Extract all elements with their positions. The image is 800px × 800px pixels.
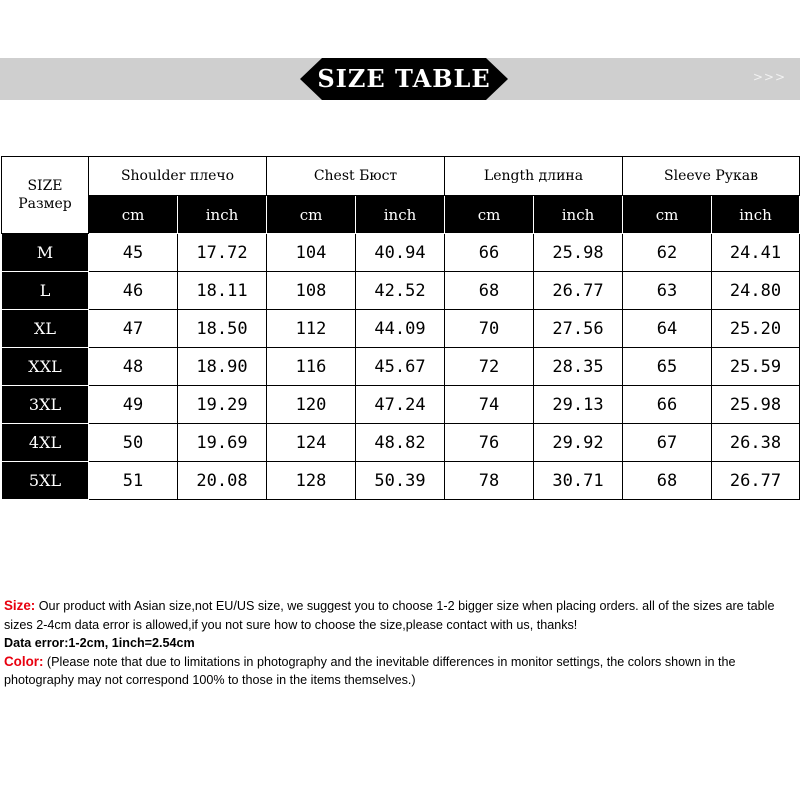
table-cell: 128 (267, 462, 356, 500)
table-row (2, 348, 800, 386)
table-cell: 17.72 (178, 234, 267, 272)
table-cell: 40.94 (356, 234, 445, 272)
table-cell: 62 (623, 234, 712, 272)
table-cell: 28.35 (534, 348, 623, 386)
table-row (2, 424, 800, 462)
table-cell: 47 (89, 310, 178, 348)
table-cell: 120 (267, 386, 356, 424)
group-header-sleeve: Sleeve Рукав (623, 157, 800, 196)
table-row (2, 310, 800, 348)
table-cell: 124 (267, 424, 356, 462)
table-cell: 29.92 (534, 424, 623, 462)
table-cell: 18.50 (178, 310, 267, 348)
table-cell: 48 (89, 348, 178, 386)
table-cell: 18.11 (178, 272, 267, 310)
table-cell: 46 (89, 272, 178, 310)
size-header-label-ru: Размер (18, 196, 72, 212)
table-cell: 25.59 (712, 348, 800, 386)
unit-header-cell: inch (178, 196, 267, 234)
unit-header-row (2, 196, 800, 234)
table-cell: 27.56 (534, 310, 623, 348)
unit-header-cell: inch (712, 196, 800, 234)
table-cell: 45.67 (356, 348, 445, 386)
size-label-cell: 5XL (2, 462, 89, 500)
table-cell: 45 (89, 234, 178, 272)
table-cell: 72 (445, 348, 534, 386)
table-cell: 29.13 (534, 386, 623, 424)
table-cell: 26.77 (712, 462, 800, 500)
table-cell: 24.80 (712, 272, 800, 310)
table-cell: 50.39 (356, 462, 445, 500)
banner-arrows: >>> (752, 70, 786, 84)
color-note-label: Color: (4, 653, 44, 669)
table-cell: 67 (623, 424, 712, 462)
table-row (2, 272, 800, 310)
table-cell: 18.90 (178, 348, 267, 386)
table-cell: 78 (445, 462, 534, 500)
table-cell: 63 (623, 272, 712, 310)
unit-header-cell: inch (356, 196, 445, 234)
table-cell: 65 (623, 348, 712, 386)
table-cell: 48.82 (356, 424, 445, 462)
table-cell: 25.98 (712, 386, 800, 424)
unit-header-cell: cm (89, 196, 178, 234)
table-cell: 74 (445, 386, 534, 424)
table-cell: 66 (623, 386, 712, 424)
color-note (4, 653, 796, 690)
size-label-cell: XL (2, 310, 89, 348)
unit-header-cell: cm (445, 196, 534, 234)
group-header-chest: Chest Бюст (267, 157, 445, 196)
table-cell: 104 (267, 234, 356, 272)
table-cell: 20.08 (178, 462, 267, 500)
table-cell: 19.29 (178, 386, 267, 424)
table-cell: 30.71 (534, 462, 623, 500)
unit-header-cell: cm (267, 196, 356, 234)
size-label-cell: XXL (2, 348, 89, 386)
table-cell: 25.20 (712, 310, 800, 348)
table-cell: 70 (445, 310, 534, 348)
table-row (2, 234, 800, 272)
data-error-note: Data error:1-2cm, 1inch=2.54cm (4, 636, 195, 650)
size-table-banner (0, 58, 800, 100)
group-header-row (2, 157, 800, 196)
size-chart-table (1, 156, 800, 500)
table-cell: 49 (89, 386, 178, 424)
unit-header-cell: cm (623, 196, 712, 234)
table-cell: 26.38 (712, 424, 800, 462)
size-note (4, 597, 796, 634)
size-note-label: Size: (4, 598, 36, 613)
size-label-cell: L (2, 272, 89, 310)
group-header-length: Length длина (445, 157, 623, 196)
table-cell: 24.41 (712, 234, 800, 272)
table-cell: 51 (89, 462, 178, 500)
table-cell: 116 (267, 348, 356, 386)
table-cell: 47.24 (356, 386, 445, 424)
table-cell: 64 (623, 310, 712, 348)
table-cell: 112 (267, 310, 356, 348)
size-header-cell (2, 157, 89, 234)
group-header-shoulder: Shoulder плечо (89, 157, 267, 196)
banner-title: SIZE TABLE (317, 64, 491, 93)
table-row (2, 462, 800, 500)
table-cell: 76 (445, 424, 534, 462)
table-cell: 42.52 (356, 272, 445, 310)
size-header-label: SIZE (27, 178, 63, 194)
size-label-cell: 3XL (2, 386, 89, 424)
size-note-text: Our product with Asian size,not EU/US size, we suggest you to choose 1-2 bigger size when placing orders. all of the sizes are table sizes 2-4cm data error is allowed,if you not sure how to choose the size,please contact with us, thanks! (4, 599, 775, 632)
table-cell: 19.69 (178, 424, 267, 462)
table-cell: 25.98 (534, 234, 623, 272)
size-label-cell: 4XL (2, 424, 89, 462)
table-cell: 68 (623, 462, 712, 500)
size-label-cell: M (2, 234, 89, 272)
table-cell: 44.09 (356, 310, 445, 348)
table-cell: 50 (89, 424, 178, 462)
table-row (2, 386, 800, 424)
table-cell: 68 (445, 272, 534, 310)
unit-header-cell: inch (534, 196, 623, 234)
color-note-text: (Please note that due to limitations in photography and the inevitable differences in monitor settings, the colors shown in the photography may not correspond 100% to those in the items themselves.) (4, 654, 736, 687)
table-cell: 66 (445, 234, 534, 272)
size-notes (4, 597, 796, 690)
table-cell: 26.77 (534, 272, 623, 310)
table-cell: 108 (267, 272, 356, 310)
